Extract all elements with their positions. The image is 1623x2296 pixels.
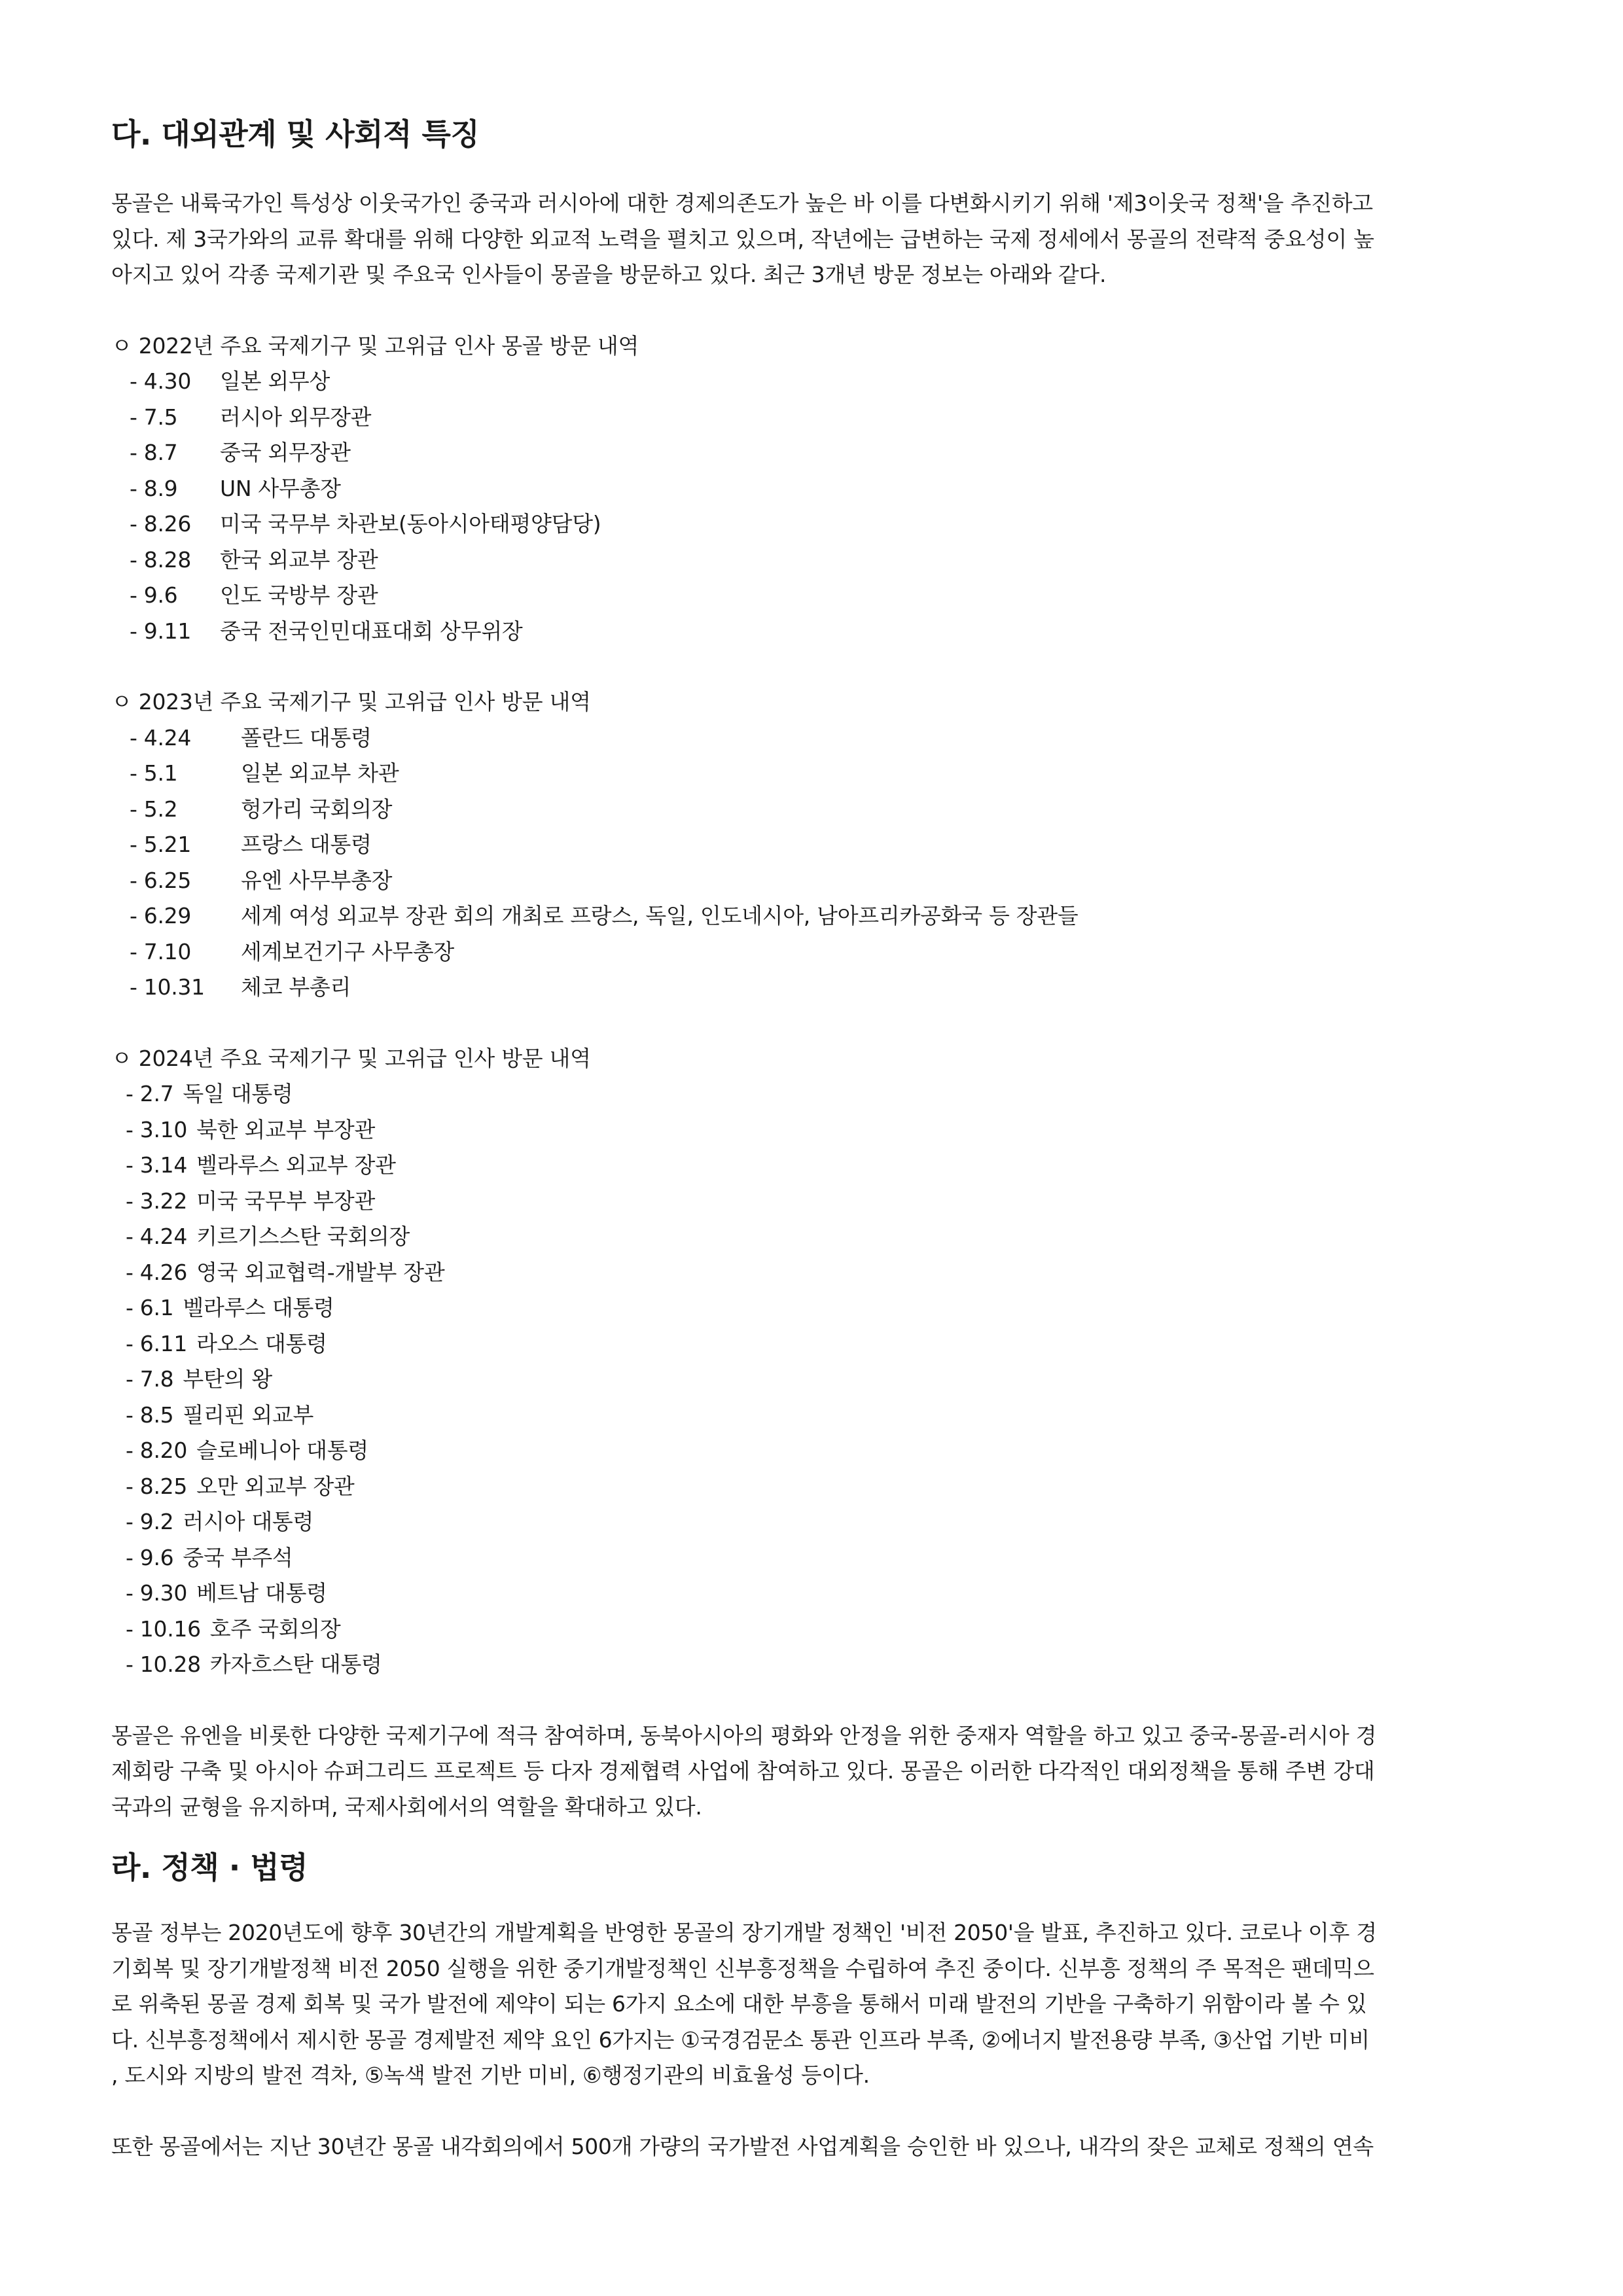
visit-description: 러시아 대통령	[183, 1509, 314, 1534]
visit-description: 카자흐스탄 대통령	[209, 1651, 382, 1677]
visit-description: 독일 대통령	[183, 1081, 293, 1106]
closing-paragraph	[111, 1718, 1518, 1826]
visit-description: 체코 부총리	[241, 974, 351, 1000]
visit-description: 영국 외교협력-개발부 장관	[196, 1259, 445, 1285]
visit-item	[111, 364, 1518, 400]
visit-date: - 9.11	[130, 618, 192, 644]
visit-description: 중국 부주석	[183, 1544, 293, 1570]
visit-description: 폴란드 대통령	[241, 724, 372, 751]
visit-item	[111, 1398, 1518, 1434]
list-title: ㅇ 2023년 주요 국제기구 및 고위급 인사 방문 내역	[111, 689, 591, 715]
visit-date: - 8.20	[126, 1438, 188, 1463]
paragraph-line: 또한 몽골에서는 지난 30년간 몽골 내각회의에서 500개 가량의 국가발전 사업계획을 승인한 바 있으나, 내각의 잦은 교체로 정책의 연속	[111, 2133, 1374, 2159]
visit-item	[111, 614, 1518, 650]
paragraph-line: 아지고 있어 각종 국제기관 및 주요국 인사들이 몽골을 방문하고 있다. 최근 3개년 방문 정보는 아래와 같다.	[111, 262, 1107, 287]
visit-date: - 10.16	[126, 1616, 201, 1642]
visit-item	[111, 827, 1518, 863]
list-title: ㅇ 2024년 주요 국제기구 및 고위급 인사 방문 내역	[111, 1045, 591, 1071]
visit-description: 세계 여성 외교부 장관 회의 개최로 프랑스, 독일, 인도네시아, 남아프리카공화국 등 장관들	[241, 903, 1079, 928]
visit-description: 인도 국방부 장관	[220, 582, 378, 608]
document-page	[111, 111, 1518, 2164]
visit-description: 호주 국회의장	[209, 1616, 341, 1642]
visit-date: - 6.11	[126, 1330, 188, 1356]
visit-item	[111, 898, 1518, 934]
visit-date: - 9.30	[126, 1580, 188, 1606]
visit-date: - 7.10	[130, 938, 192, 964]
paragraph-line: 몽골은 내륙국가인 특성상 이웃국가인 중국과 러시아에 대한 경제의존도가 높은 바 이를 다변화시키기 위해 '제3이웃국 정책'을 추진하고	[111, 190, 1373, 216]
visit-item	[111, 1290, 1518, 1326]
visit-item	[111, 1184, 1518, 1220]
visit-date: - 8.28	[130, 546, 192, 573]
visit-date: - 4.26	[126, 1259, 188, 1285]
visit-description: 일본 외교부 차관	[241, 760, 399, 786]
visit-item	[111, 934, 1518, 970]
visit-item	[111, 1612, 1518, 1648]
visit-description: 벨라루스 대통령	[183, 1295, 334, 1320]
visit-description: 프랑스 대통령	[241, 832, 372, 857]
visit-description: 북한 외교부 부장관	[196, 1116, 376, 1142]
visit-item	[111, 1148, 1518, 1184]
visit-item	[111, 756, 1518, 792]
visit-description: 유엔 사무부총장	[241, 867, 393, 893]
visit-item	[111, 1076, 1518, 1112]
visit-item	[111, 720, 1518, 756]
paragraph-line: 몽골은 유엔을 비롯한 다양한 국제기구에 적극 참여하며, 동북아시아의 평화와 안정을 위한 중재자 역할을 하고 있고 중국-몽골-러시아 경	[111, 1722, 1377, 1748]
visit-description: 한국 외교부 장관	[220, 546, 378, 573]
visit-description: 러시아 외무장관	[220, 404, 372, 430]
visit-description: 일본 외무상	[220, 368, 330, 394]
visit-description: 중국 전국인민대표대회 상무위장	[220, 618, 523, 644]
paragraph-line: 기회복 및 장기개발정책 비전 2050 실행을 위한 중기개발정책인 신부흥정책을 수립하여 추진 중이다. 신부흥 정책의 주 목적은 팬데믹으	[111, 1955, 1374, 1981]
visit-item	[111, 1433, 1518, 1469]
visit-date: - 5.21	[130, 832, 192, 857]
visit-item	[111, 1576, 1518, 1612]
visit-date: - 3.14	[126, 1152, 188, 1178]
visit-item	[111, 1647, 1518, 1683]
visit-date: - 4.30	[130, 368, 192, 394]
visit-description: 필리핀 외교부	[183, 1402, 314, 1428]
visit-date: - 2.7	[126, 1081, 174, 1106]
paragraph-line: 국과의 균형을 유지하며, 국제사회에서의 역할을 확대하고 있다.	[111, 1793, 702, 1820]
visit-item	[111, 506, 1518, 542]
visit-date: - 8.7	[130, 440, 178, 465]
visit-date: - 8.5	[126, 1402, 174, 1428]
visit-date: - 8.9	[130, 475, 178, 501]
visit-description: 라오스 대통령	[196, 1330, 327, 1356]
visit-date: - 4.24	[126, 1224, 188, 1249]
visit-item	[111, 1255, 1518, 1291]
visit-date: - 7.5	[130, 404, 178, 430]
visit-item	[111, 792, 1518, 828]
policy-paragraph	[111, 1915, 1518, 2094]
visit-date: - 10.31	[130, 974, 205, 1000]
visit-item	[111, 1219, 1518, 1255]
visit-date: - 6.25	[130, 867, 192, 893]
visit-item	[111, 542, 1518, 578]
list-title: ㅇ 2022년 주요 국제기구 및 고위급 인사 몽골 방문 내역	[111, 332, 639, 359]
visits-2023-list	[111, 684, 1518, 1006]
visit-date: - 7.8	[126, 1366, 174, 1392]
paragraph-line: 제회랑 구축 및 아시아 슈퍼그리드 프로젝트 등 다자 경제협력 사업에 참여하고 있다. 몽골은 이러한 다각적인 대외정책을 통해 주변 강대	[111, 1758, 1375, 1784]
visit-date: - 6.29	[130, 903, 192, 928]
visit-description: 벨라루스 외교부 장관	[196, 1152, 396, 1178]
visit-item	[111, 1112, 1518, 1148]
visit-date: - 3.10	[126, 1116, 188, 1142]
paragraph-line: 로 위축된 몽골 경제 회복 및 국가 발전에 제약이 되는 6가지 요소에 대한 부흥을 통해서 미래 발전의 기반을 구축하기 위함이라 볼 수 있	[111, 1991, 1367, 2017]
visit-date: - 8.25	[126, 1473, 188, 1499]
visit-description: 미국 국무부 부장관	[196, 1188, 376, 1214]
visit-description: 미국 국무부 차관보(동아시아태평양담당)	[220, 511, 601, 537]
visit-item	[111, 1540, 1518, 1576]
visit-date: - 9.2	[126, 1509, 174, 1534]
visit-description: 세계보건기구 사무총장	[241, 938, 454, 964]
visit-item	[111, 435, 1518, 471]
visit-item	[111, 400, 1518, 436]
visit-description: 중국 외무장관	[220, 440, 351, 465]
paragraph-line: , 도시와 지방의 발전 격차, ⑤녹색 발전 기반 미비, ⑥행정기관의 비효율성 등이다.	[111, 2062, 870, 2088]
visits-2022-list	[111, 328, 1518, 650]
visit-description: 부탄의 왕	[183, 1366, 272, 1392]
visit-item	[111, 471, 1518, 507]
visit-date: - 10.28	[126, 1651, 201, 1677]
section-heading-ra: 라. 정책 · 법령	[111, 1850, 308, 1885]
visit-item	[111, 1504, 1518, 1540]
visit-description: 키르기스스탄 국회의장	[196, 1224, 410, 1249]
paragraph-line: 다. 신부흥정책에서 제시한 몽골 경제발전 제약 요인 6가지는 ①국경검문소 통관 인프라 부족, ②에너지 발전용량 부족, ③산업 기반 미비	[111, 2026, 1370, 2053]
policy-paragraph-2	[111, 2129, 1518, 2165]
visit-date: - 5.2	[130, 796, 178, 822]
paragraph-line: 있다. 제 3국가와의 교류 확대를 위해 다양한 외교적 노력을 펼치고 있으며, 작년에는 급변하는 국제 정세에서 몽골의 전략적 중요성이 높	[111, 226, 1374, 252]
visit-date: - 8.26	[130, 511, 192, 537]
visit-date: - 9.6	[126, 1544, 174, 1570]
paragraph-line: 몽골 정부는 2020년도에 향후 30년간의 개발계획을 반영한 몽골의 장기개발 정책인 '비전 2050'을 발표, 추진하고 있다. 코로나 이후 경	[111, 1920, 1377, 1945]
section-heading-da: 다. 대외관계 및 사회적 특징	[111, 116, 480, 152]
visit-date: - 4.24	[130, 724, 192, 751]
visit-description: 슬로베니아 대통령	[196, 1438, 368, 1463]
visit-item	[111, 1362, 1518, 1398]
visit-date: - 9.6	[130, 582, 178, 608]
visit-item	[111, 863, 1518, 899]
visit-description: 베트남 대통령	[196, 1580, 327, 1606]
visit-description: 헝가리 국회의장	[241, 796, 393, 822]
visits-2024-list	[111, 1041, 1518, 1683]
visit-item	[111, 970, 1518, 1006]
visit-item	[111, 578, 1518, 614]
visit-date: - 3.22	[126, 1188, 188, 1214]
visit-description: UN 사무총장	[220, 475, 341, 501]
visit-item	[111, 1469, 1518, 1505]
visit-item	[111, 1326, 1518, 1362]
visit-description: 오만 외교부 장관	[196, 1473, 355, 1499]
visit-date: - 5.1	[130, 760, 178, 786]
intro-paragraph	[111, 186, 1518, 293]
visit-date: - 6.1	[126, 1295, 174, 1320]
